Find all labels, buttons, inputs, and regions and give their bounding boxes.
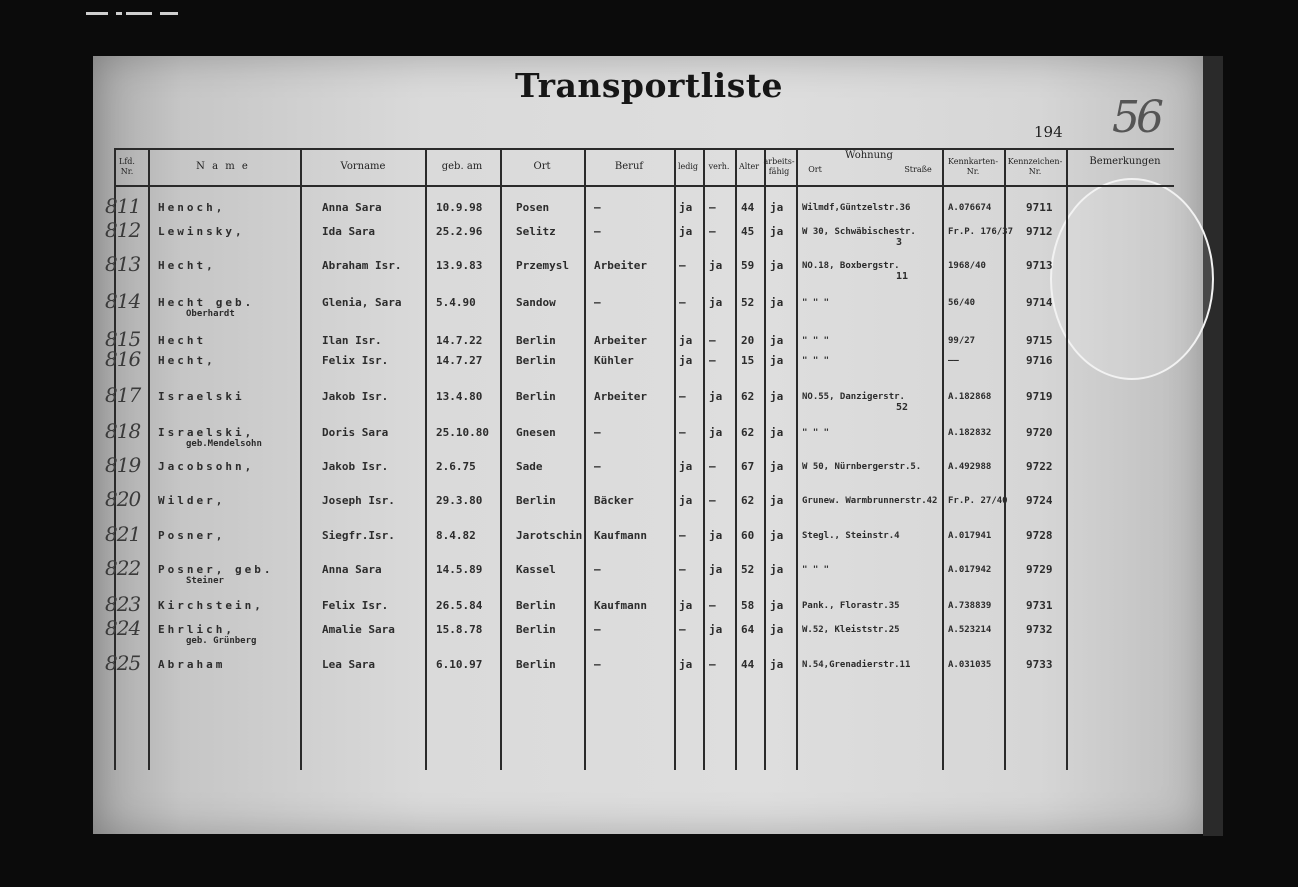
film-edge-mark bbox=[86, 12, 108, 15]
ort-cell: Berlin bbox=[516, 390, 556, 403]
ledig-cell: ja bbox=[679, 225, 693, 238]
arbeitsfaehig-cell: ja bbox=[770, 390, 784, 403]
ort-cell: Przemysl bbox=[516, 259, 569, 272]
name-cell: Hecht, bbox=[158, 259, 216, 272]
alter-cell: 44 bbox=[741, 201, 755, 214]
ort-cell: Berlin bbox=[516, 354, 556, 367]
column-rule bbox=[1004, 150, 1006, 770]
handwritten-page-number: 56 bbox=[1112, 92, 1160, 143]
header-beruf: Beruf bbox=[614, 161, 644, 172]
arbeitsfaehig-cell: ja bbox=[770, 259, 784, 272]
handwritten-row-number: 812 bbox=[105, 218, 141, 242]
geb-am-cell: 14.7.27 bbox=[436, 354, 483, 367]
beruf-cell: — bbox=[594, 623, 601, 636]
header-name: N a m e bbox=[196, 161, 250, 172]
header-arbeitsfaehig: arbeits-fähig bbox=[763, 157, 795, 176]
wohnung-cell: W.52, Kleiststr.25 bbox=[802, 625, 900, 635]
kennkarte-cell: A.076674 bbox=[948, 203, 992, 213]
wohnung-subline: 3 bbox=[896, 237, 903, 248]
alter-cell: 60 bbox=[741, 529, 755, 542]
arbeitsfaehig-cell: ja bbox=[770, 201, 784, 214]
verh-cell: — bbox=[709, 460, 716, 473]
header-wohnung-ort: Ort bbox=[808, 165, 822, 174]
kennzeichen-cell: 9733 bbox=[1026, 658, 1053, 671]
column-rule bbox=[703, 150, 705, 770]
ledig-cell: ja bbox=[679, 599, 693, 612]
name-cell: Kirchstein, bbox=[158, 599, 264, 612]
beruf-cell: Kaufmann bbox=[594, 529, 647, 542]
handwritten-row-number: 818 bbox=[105, 419, 141, 443]
handwritten-row-number: 816 bbox=[105, 347, 141, 371]
wohnung-cell: Stegl., Steinstr.4 bbox=[802, 531, 900, 541]
column-rule bbox=[764, 150, 766, 770]
wohnung-cell: " " " bbox=[802, 565, 830, 575]
name-subline: geb.Mendelsohn bbox=[186, 439, 262, 449]
vorname-cell: Felix Isr. bbox=[322, 599, 389, 612]
kennkarte-cell: A.523214 bbox=[948, 625, 992, 635]
handwritten-row-number: 821 bbox=[105, 522, 141, 546]
kennkarte-cell: 1968/40 bbox=[948, 261, 986, 271]
ort-cell: Sandow bbox=[516, 296, 556, 309]
arbeitsfaehig-cell: ja bbox=[770, 658, 784, 671]
film-edge-mark bbox=[116, 12, 122, 15]
stamp-seal bbox=[1050, 178, 1214, 380]
vorname-cell: Anna Sara bbox=[322, 563, 382, 576]
beruf-cell: Kaufmann bbox=[594, 599, 647, 612]
arbeitsfaehig-cell: ja bbox=[770, 529, 784, 542]
verh-cell: — bbox=[709, 225, 716, 238]
handwritten-row-number: 823 bbox=[105, 592, 141, 616]
handwritten-row-number: 819 bbox=[105, 453, 141, 477]
column-rule bbox=[148, 150, 150, 770]
ort-cell: Kassel bbox=[516, 563, 556, 576]
ort-cell: Berlin bbox=[516, 334, 556, 347]
vorname-cell: Lea Sara bbox=[322, 658, 375, 671]
verh-cell: — bbox=[709, 334, 716, 347]
beruf-cell: — bbox=[594, 563, 601, 576]
arbeitsfaehig-cell: ja bbox=[770, 563, 784, 576]
ort-cell: Selitz bbox=[516, 225, 556, 238]
geb-am-cell: 6.10.97 bbox=[436, 658, 483, 671]
verh-cell: ja bbox=[709, 259, 723, 272]
alter-cell: 62 bbox=[741, 390, 755, 403]
ledig-cell: — bbox=[679, 529, 686, 542]
page-shadow bbox=[1203, 56, 1223, 836]
alter-cell: 15 bbox=[741, 354, 755, 367]
arbeitsfaehig-cell: ja bbox=[770, 460, 784, 473]
alter-cell: 58 bbox=[741, 599, 755, 612]
vorname-cell: Ida Sara bbox=[322, 225, 375, 238]
handwritten-row-number: 822 bbox=[105, 556, 141, 580]
ledig-cell: — bbox=[679, 623, 686, 636]
name-cell: Hecht, bbox=[158, 354, 216, 367]
arbeitsfaehig-cell: ja bbox=[770, 354, 784, 367]
kennkarte-cell: A.031035 bbox=[948, 660, 992, 670]
ort-cell: Gnesen bbox=[516, 426, 556, 439]
wohnung-cell: " " " bbox=[802, 336, 830, 346]
geb-am-cell: 5.4.90 bbox=[436, 296, 476, 309]
verh-cell: ja bbox=[709, 426, 723, 439]
name-cell: Wilder, bbox=[158, 494, 226, 507]
beruf-cell: — bbox=[594, 426, 601, 439]
ort-cell: Berlin bbox=[516, 658, 556, 671]
wohnung-cell: " " " bbox=[802, 298, 830, 308]
handwritten-row-number: 815 bbox=[105, 327, 141, 351]
vorname-cell: Jakob Isr. bbox=[322, 460, 389, 473]
verh-cell: ja bbox=[709, 296, 723, 309]
kennzeichen-cell: 9719 bbox=[1026, 390, 1053, 403]
verh-cell: — bbox=[709, 599, 716, 612]
header-verh: verh. bbox=[708, 162, 730, 171]
column-rule bbox=[674, 150, 676, 770]
handwritten-row-number: 811 bbox=[105, 194, 141, 218]
wohnung-cell: " " " bbox=[802, 356, 830, 366]
name-cell: Lewinsky, bbox=[158, 225, 245, 238]
geb-am-cell: 29.3.80 bbox=[436, 494, 483, 507]
handwritten-row-number: 817 bbox=[105, 383, 141, 407]
geb-am-cell: 14.5.89 bbox=[436, 563, 483, 576]
arbeitsfaehig-cell: ja bbox=[770, 334, 784, 347]
ledig-cell: — bbox=[679, 259, 686, 272]
ledig-cell: — bbox=[679, 390, 686, 403]
year-number: 194 bbox=[1034, 123, 1063, 141]
kennzeichen-cell: 9720 bbox=[1026, 426, 1053, 439]
geb-am-cell: 2.6.75 bbox=[436, 460, 476, 473]
column-rule bbox=[942, 150, 944, 770]
ort-cell: Sade bbox=[516, 460, 543, 473]
name-cell: Posner, bbox=[158, 529, 226, 542]
geb-am-cell: 25.10.80 bbox=[436, 426, 489, 439]
vorname-cell: Joseph Isr. bbox=[322, 494, 395, 507]
alter-cell: 62 bbox=[741, 494, 755, 507]
header-wohnung: Wohnung bbox=[845, 150, 893, 161]
wohnung-cell: N.54,Grenadierstr.11 bbox=[802, 660, 911, 670]
wohnung-cell: W 50, Nürnbergerstr.5. bbox=[802, 462, 922, 472]
vorname-cell: Doris Sara bbox=[322, 426, 389, 439]
alter-cell: 62 bbox=[741, 426, 755, 439]
ledig-cell: ja bbox=[679, 460, 693, 473]
column-rule bbox=[796, 150, 798, 770]
column-rule bbox=[500, 150, 502, 770]
vorname-cell: Jakob Isr. bbox=[322, 390, 389, 403]
arbeitsfaehig-cell: ja bbox=[770, 623, 784, 636]
vorname-cell: Siegfr.Isr. bbox=[322, 529, 395, 542]
kennkarte-cell: 56/40 bbox=[948, 298, 976, 308]
beruf-cell: — bbox=[594, 201, 601, 214]
wohnung-cell: W 30, Schwäbischestr. bbox=[802, 227, 916, 237]
kennzeichen-cell: 9716 bbox=[1026, 354, 1053, 367]
kennzeichen-cell: 9713 bbox=[1026, 259, 1053, 272]
kennkarte-cell: —— bbox=[948, 356, 959, 366]
alter-cell: 59 bbox=[741, 259, 755, 272]
beruf-cell: Arbeiter bbox=[594, 259, 647, 272]
ledig-cell: ja bbox=[679, 334, 693, 347]
geb-am-cell: 13.9.83 bbox=[436, 259, 483, 272]
alter-cell: 67 bbox=[741, 460, 755, 473]
geb-am-cell: 14.7.22 bbox=[436, 334, 483, 347]
beruf-cell: — bbox=[594, 460, 601, 473]
ledig-cell: ja bbox=[679, 658, 693, 671]
vorname-cell: Ilan Isr. bbox=[322, 334, 382, 347]
vorname-cell: Glenia, Sara bbox=[322, 296, 402, 309]
verh-cell: — bbox=[709, 354, 716, 367]
geb-am-cell: 25.2.96 bbox=[436, 225, 483, 238]
ort-cell: Berlin bbox=[516, 623, 556, 636]
ledig-cell: — bbox=[679, 563, 686, 576]
verh-cell: ja bbox=[709, 623, 723, 636]
vorname-cell: Felix Isr. bbox=[322, 354, 389, 367]
page-title: Transportliste bbox=[514, 66, 784, 105]
verh-cell: ja bbox=[709, 529, 723, 542]
verh-cell: — bbox=[709, 201, 716, 214]
arbeitsfaehig-cell: ja bbox=[770, 225, 784, 238]
alter-cell: 44 bbox=[741, 658, 755, 671]
ledig-cell: ja bbox=[679, 354, 693, 367]
beruf-cell: — bbox=[594, 296, 601, 309]
film-edge-mark bbox=[160, 12, 178, 15]
alter-cell: 64 bbox=[741, 623, 755, 636]
verh-cell: ja bbox=[709, 390, 723, 403]
kennkarte-cell: A.182868 bbox=[948, 392, 992, 402]
header-rule bbox=[114, 185, 1174, 187]
vorname-cell: Amalie Sara bbox=[322, 623, 395, 636]
handwritten-row-number: 813 bbox=[105, 252, 141, 276]
name-cell: Abraham bbox=[158, 658, 226, 671]
header-ort: Ort bbox=[533, 161, 551, 172]
name-cell: Israelski bbox=[158, 390, 245, 403]
verh-cell: — bbox=[709, 658, 716, 671]
kennkarte-cell: A.017942 bbox=[948, 565, 992, 575]
beruf-cell: Kühler bbox=[594, 354, 634, 367]
wohnung-subline: 11 bbox=[896, 271, 909, 282]
kennkarte-cell: 99/27 bbox=[948, 336, 976, 346]
column-rule bbox=[735, 150, 737, 770]
film-edge-mark bbox=[126, 12, 152, 15]
name-cell: Jacobsohn, bbox=[158, 460, 255, 473]
ort-cell: Berlin bbox=[516, 599, 556, 612]
beruf-cell: Arbeiter bbox=[594, 390, 647, 403]
handwritten-row-number: 814 bbox=[105, 289, 141, 313]
ort-cell: Jarotschin bbox=[516, 529, 583, 542]
kennzeichen-cell: 9715 bbox=[1026, 334, 1053, 347]
kennkarte-cell: Fr.P. 176/37 bbox=[948, 227, 1014, 237]
header-geb-am: geb. am bbox=[441, 161, 483, 172]
ledig-cell: — bbox=[679, 296, 686, 309]
name-subline: Oberhardt bbox=[186, 309, 235, 319]
kennzeichen-cell: 9731 bbox=[1026, 599, 1053, 612]
beruf-cell: Bäcker bbox=[594, 494, 634, 507]
handwritten-row-number: 825 bbox=[105, 651, 141, 675]
arbeitsfaehig-cell: ja bbox=[770, 426, 784, 439]
kennzeichen-cell: 9714 bbox=[1026, 296, 1053, 309]
kennkarte-cell: A.017941 bbox=[948, 531, 992, 541]
header-lfd: Lfd. Nr. bbox=[119, 157, 135, 176]
kennzeichen-cell: 9712 bbox=[1026, 225, 1053, 238]
column-rule bbox=[300, 150, 302, 770]
beruf-cell: — bbox=[594, 225, 601, 238]
geb-am-cell: 26.5.84 bbox=[436, 599, 483, 612]
geb-am-cell: 15.8.78 bbox=[436, 623, 483, 636]
wohnung-cell: NO.55, Danzigerstr. bbox=[802, 392, 905, 402]
header-bemerkungen: Bemerkungen bbox=[1089, 156, 1161, 167]
header-wohnung-strasse: Straße bbox=[904, 165, 932, 174]
arbeitsfaehig-cell: ja bbox=[770, 296, 784, 309]
header-vorname: Vorname bbox=[340, 161, 386, 172]
column-rule bbox=[425, 150, 427, 770]
wohnung-cell: " " " bbox=[802, 428, 830, 438]
header-kennzeichen: Kennzeichen-Nr. bbox=[1007, 157, 1063, 176]
arbeitsfaehig-cell: ja bbox=[770, 494, 784, 507]
name-cell: Hecht geb. bbox=[158, 296, 255, 309]
verh-cell: — bbox=[709, 494, 716, 507]
name-subline: geb. Grünberg bbox=[186, 636, 257, 646]
kennzeichen-cell: 9728 bbox=[1026, 529, 1053, 542]
alter-cell: 52 bbox=[741, 563, 755, 576]
ledig-cell: — bbox=[679, 426, 686, 439]
kennkarte-cell: A.738839 bbox=[948, 601, 992, 611]
ort-cell: Berlin bbox=[516, 494, 556, 507]
name-cell: Ehrlich, bbox=[158, 623, 235, 636]
beruf-cell: Arbeiter bbox=[594, 334, 647, 347]
header-ledig: ledig bbox=[677, 162, 699, 171]
name-cell: Israelski, bbox=[158, 426, 255, 439]
header-alter: Alter bbox=[738, 162, 760, 171]
ledig-cell: ja bbox=[679, 494, 693, 507]
ort-cell: Posen bbox=[516, 201, 550, 214]
arbeitsfaehig-cell: ja bbox=[770, 599, 784, 612]
beruf-cell: — bbox=[594, 658, 601, 671]
name-subline: Steiner bbox=[186, 576, 224, 586]
name-cell: Posner, geb. bbox=[158, 563, 274, 576]
column-rule bbox=[584, 150, 586, 770]
geb-am-cell: 8.4.82 bbox=[436, 529, 476, 542]
kennzeichen-cell: 9729 bbox=[1026, 563, 1053, 576]
geb-am-cell: 10.9.98 bbox=[436, 201, 483, 214]
verh-cell: ja bbox=[709, 563, 723, 576]
alter-cell: 45 bbox=[741, 225, 755, 238]
kennkarte-cell: A.492988 bbox=[948, 462, 992, 472]
column-rule bbox=[1066, 150, 1068, 770]
kennzeichen-cell: 9722 bbox=[1026, 460, 1053, 473]
wohnung-subline: 52 bbox=[896, 402, 909, 413]
kennzeichen-cell: 9711 bbox=[1026, 201, 1053, 214]
wohnung-cell: Wilmdf,Güntzelstr.36 bbox=[802, 203, 911, 213]
vorname-cell: Anna Sara bbox=[322, 201, 382, 214]
kennzeichen-cell: 9724 bbox=[1026, 494, 1053, 507]
header-kennkarten: Kennkarten-Nr. bbox=[947, 157, 999, 176]
wohnung-cell: NO.18, Boxbergstr. bbox=[802, 261, 900, 271]
wohnung-cell: Pank., Florastr.35 bbox=[802, 601, 900, 611]
handwritten-row-number: 824 bbox=[105, 616, 141, 640]
wohnung-cell: Grunew. Warmbrunnerstr.42 bbox=[802, 496, 938, 506]
vorname-cell: Abraham Isr. bbox=[322, 259, 402, 272]
handwritten-row-number: 820 bbox=[105, 487, 141, 511]
alter-cell: 20 bbox=[741, 334, 755, 347]
kennzeichen-cell: 9732 bbox=[1026, 623, 1053, 636]
name-cell: Hecht bbox=[158, 334, 207, 347]
name-cell: Henoch, bbox=[158, 201, 226, 214]
alter-cell: 52 bbox=[741, 296, 755, 309]
ledig-cell: ja bbox=[679, 201, 693, 214]
kennkarte-cell: Fr.P. 27/40 bbox=[948, 496, 1008, 506]
geb-am-cell: 13.4.80 bbox=[436, 390, 483, 403]
kennkarte-cell: A.182832 bbox=[948, 428, 992, 438]
